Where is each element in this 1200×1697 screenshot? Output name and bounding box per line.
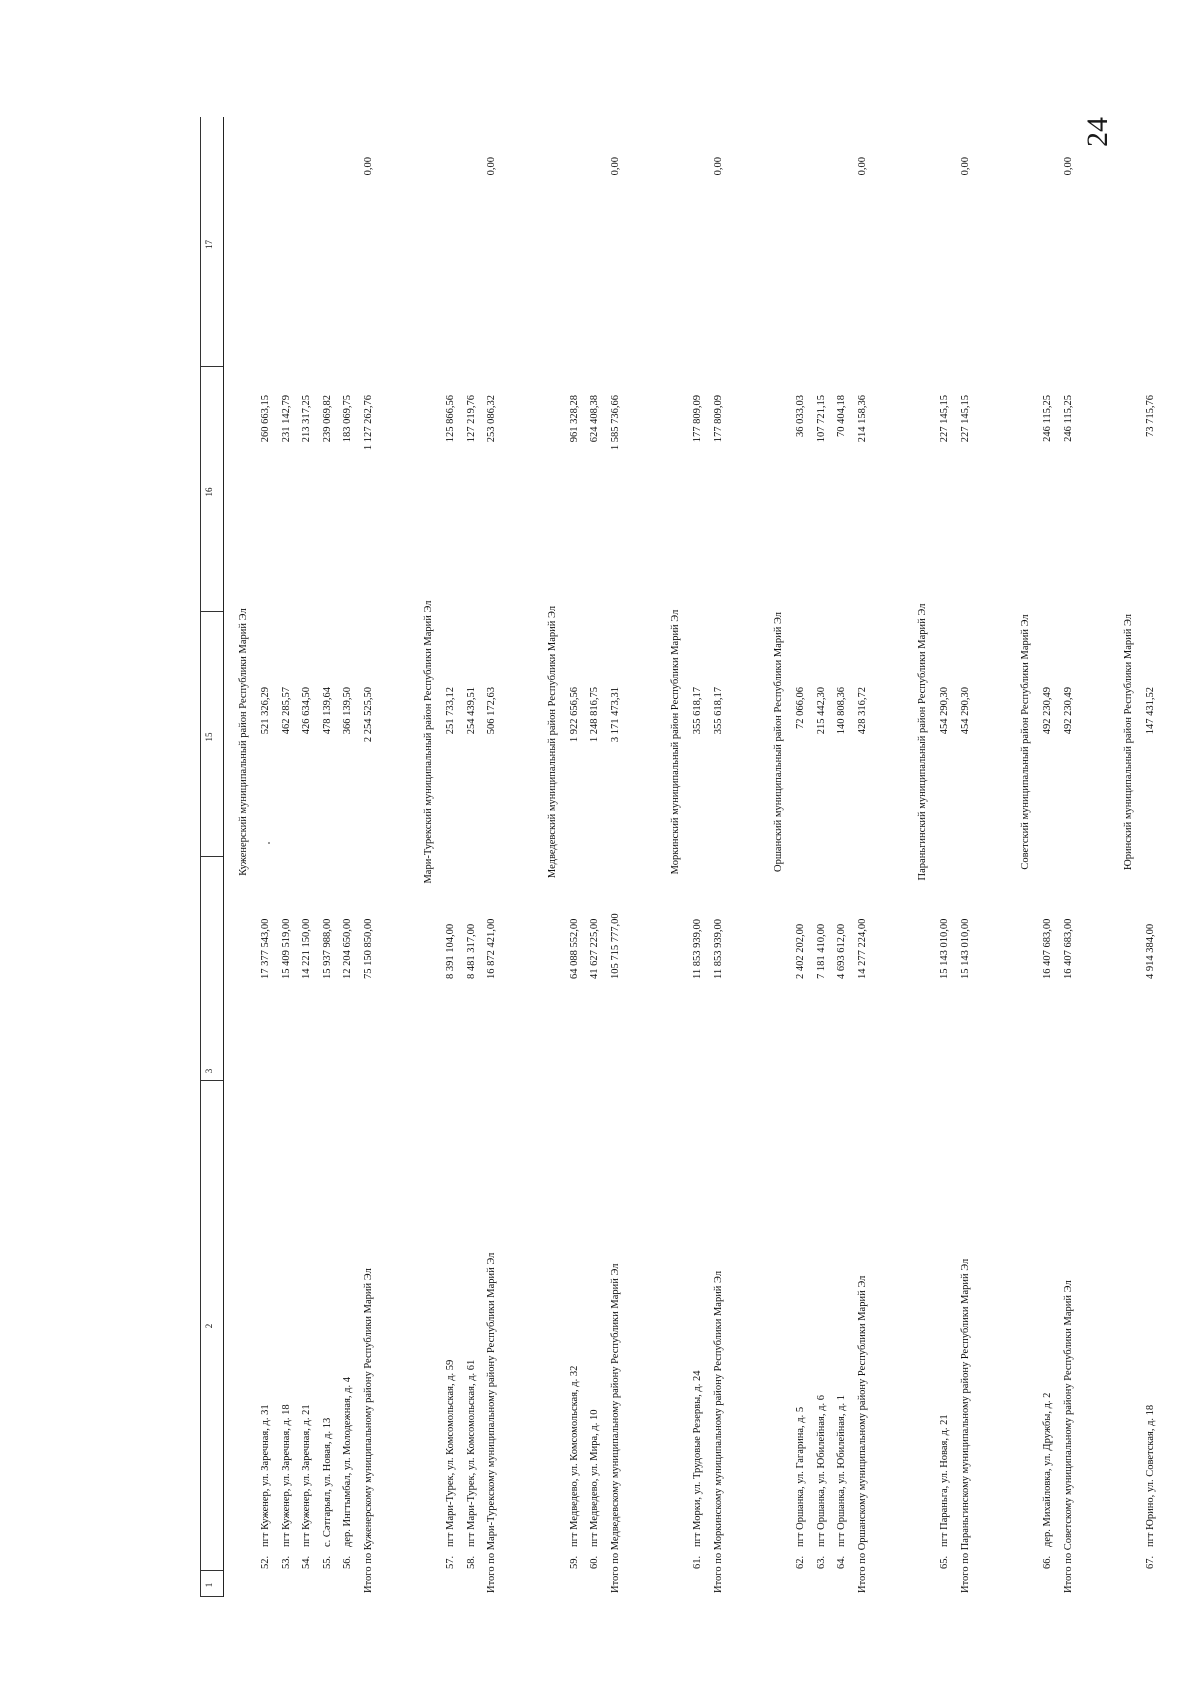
row-number: 58. bbox=[465, 1555, 477, 1569]
total-col-3: 16 407 683,00 bbox=[1062, 918, 1074, 979]
row-address: дер. Ингтымбал, ул. Молодежная, д. 4 bbox=[342, 1377, 353, 1547]
row-address: пгт Юрино, ул. Советская, д. 18 bbox=[1145, 1404, 1156, 1547]
section-title: Юринский муниципальный район Республики Марий Эл bbox=[1123, 613, 1134, 871]
section-title: Куженерский муниципальный район Республики Марий Эл bbox=[238, 608, 249, 876]
cell-col-15: 215 442,30 bbox=[815, 687, 827, 735]
table-row bbox=[462, 117, 482, 1597]
cell-col-3: 15 409 519,00 bbox=[280, 918, 292, 979]
row-address: с. Сәтгарьял, ул. Новая, д. 13 bbox=[321, 1417, 333, 1547]
cell-col-15: 426 634,50 bbox=[301, 687, 312, 735]
total-row bbox=[709, 117, 729, 1597]
table-row bbox=[688, 117, 708, 1597]
row-number: 52. bbox=[260, 1555, 271, 1569]
total-col-3: 16 872 421,00 bbox=[486, 918, 497, 979]
cell-col-3: 15 143 010,00 bbox=[939, 918, 950, 979]
total-row bbox=[1059, 117, 1079, 1597]
table-row bbox=[1038, 117, 1058, 1597]
cell-col-3: 12 204 650,00 bbox=[342, 918, 353, 979]
row-number: 66. bbox=[1042, 1555, 1053, 1569]
total-label: Итого по Медведевскому муниципальному району Республики Марий Эл bbox=[609, 1263, 621, 1593]
cell-col-3: 8 391 104,00 bbox=[445, 923, 456, 979]
total-col-17: 0,00 bbox=[362, 157, 374, 176]
total-row bbox=[606, 117, 626, 1597]
row-number: 63. bbox=[815, 1555, 827, 1569]
cell-col-16: 36 033,03 bbox=[795, 395, 806, 437]
table-row bbox=[277, 117, 297, 1597]
cell-col-3: 8 481 317,00 bbox=[465, 923, 477, 979]
row-address: пгт Куженер, ул. Заречная, д. 21 bbox=[301, 1404, 312, 1547]
cell-col-16: 231 142,79 bbox=[280, 395, 292, 443]
cell-col-15: 366 139,50 bbox=[342, 687, 353, 735]
row-number: 60. bbox=[589, 1555, 600, 1569]
total-col-15: 492 230,49 bbox=[1062, 687, 1074, 735]
header-col-17: 17 bbox=[204, 240, 214, 249]
row-number: 56. bbox=[342, 1555, 353, 1569]
total-col-17: 0,00 bbox=[712, 157, 724, 176]
total-col-3: 105 715 777,00 bbox=[609, 913, 621, 979]
row-number: 64. bbox=[836, 1555, 847, 1569]
row-address: пгт Оршанка, ул. Гагарина, д. 5 bbox=[795, 1406, 806, 1547]
cell-col-3: 64 088 552,00 bbox=[568, 918, 580, 979]
cell-col-15: 254 439,51 bbox=[465, 687, 477, 735]
cell-col-16: 127 219,76 bbox=[465, 395, 477, 443]
table-row bbox=[832, 117, 852, 1597]
cell-col-3: 2 402 202,00 bbox=[795, 923, 806, 979]
table-header bbox=[200, 117, 224, 1597]
cell-col-3: 4 914 384,00 bbox=[1145, 923, 1156, 979]
rotated-table-sheet bbox=[200, 117, 1180, 1597]
total-col-15: 506 172,63 bbox=[486, 687, 497, 735]
cell-col-16: 73 715,76 bbox=[1145, 395, 1156, 437]
row-number: 67. bbox=[1145, 1555, 1156, 1569]
row-address: пгт Куженер, ул. Заречная, д. 18 bbox=[280, 1404, 292, 1547]
total-col-16: 253 086,32 bbox=[486, 395, 497, 443]
cell-col-15: 355 618,17 bbox=[692, 687, 703, 735]
cell-col-15: 454 290,30 bbox=[939, 687, 950, 735]
total-col-15: 2 254 525,50 bbox=[362, 687, 374, 743]
total-col-16: 1 585 736,66 bbox=[609, 395, 621, 451]
cell-col-16: 107 721,15 bbox=[815, 395, 827, 443]
row-address: пгт Мари-Турек, ул. Комсомольская, д. 59 bbox=[445, 1359, 456, 1547]
cell-col-16: 183 069,75 bbox=[342, 395, 353, 443]
section-title: Медведевский муниципальный район Республики Марий Эл bbox=[546, 605, 558, 879]
cell-col-16: 125 866,56 bbox=[445, 395, 456, 443]
row-address: пгт Медведево, ул. Мира, д. 10 bbox=[589, 1409, 600, 1547]
cell-col-16: 260 663,15 bbox=[260, 395, 271, 443]
total-label: Итого по Параньгинскому муниципальному району Республики Марий Эл bbox=[959, 1258, 971, 1593]
section-title: Мари-Турекский муниципальный район Республики Марий Эл bbox=[423, 600, 434, 884]
header-col-15: 15 bbox=[204, 732, 214, 742]
section-title: Параньгинский муниципальный район Республики Марий Эл bbox=[917, 603, 928, 881]
total-col-17: 0,00 bbox=[959, 157, 971, 176]
row-number: 54. bbox=[301, 1555, 312, 1569]
cell-col-16: 624 408,38 bbox=[589, 395, 600, 443]
cell-col-16: 70 404,18 bbox=[836, 395, 847, 437]
row-number: 59. bbox=[568, 1555, 580, 1569]
total-col-17: 0,00 bbox=[1062, 157, 1074, 176]
total-col-16: 214 158,36 bbox=[856, 395, 868, 443]
table-row bbox=[791, 117, 811, 1597]
cell-col-15: 72 066,06 bbox=[795, 687, 806, 729]
row-address: пгт Оршанка, ул. Юбилейная, д. 1 bbox=[836, 1395, 847, 1547]
cell-col-15: 478 139,64 bbox=[321, 687, 333, 735]
cell-col-16: 213 317,25 bbox=[301, 395, 312, 443]
table-row bbox=[338, 117, 358, 1597]
table-row bbox=[585, 117, 605, 1597]
total-row bbox=[853, 117, 873, 1597]
header-divider bbox=[201, 1596, 223, 1597]
row-number: 61. bbox=[692, 1555, 703, 1569]
row-number: 65. bbox=[939, 1555, 950, 1569]
total-col-15: 355 618,17 bbox=[712, 687, 724, 735]
page-number: 24 bbox=[1081, 117, 1114, 147]
total-col-17: 0,00 bbox=[856, 157, 868, 176]
table-row bbox=[935, 117, 955, 1597]
row-address: пгт Оршанка, ул. Юбилейная, д. 6 bbox=[815, 1395, 827, 1547]
total-col-3: 11 853 939,00 bbox=[712, 919, 724, 979]
cell-col-16: 177 809,09 bbox=[692, 395, 703, 443]
total-col-17: 0,00 bbox=[609, 157, 621, 176]
cell-col-15: 147 431,52 bbox=[1145, 687, 1156, 735]
section-title: Оршанский муниципальный район Республики Марий Эл bbox=[773, 612, 784, 872]
cell-col-3: 7 181 410,00 bbox=[815, 923, 827, 979]
row-address: пгт Медведево, ул. Комсомольская, д. 32 bbox=[568, 1365, 580, 1547]
total-col-16: 177 809,09 bbox=[712, 395, 724, 443]
cell-col-3: 14 221 150,00 bbox=[301, 918, 312, 979]
total-label: Итого по Моркинскому муниципальному району Республики Марий Эл bbox=[712, 1270, 724, 1593]
cell-col-15: 462 285,57 bbox=[280, 687, 292, 735]
table-row bbox=[1141, 117, 1161, 1597]
total-label: Итого по Куженерскому муниципальному району Республики Марий Эл bbox=[362, 1268, 374, 1593]
total-col-17: 0,00 bbox=[486, 157, 497, 176]
header-col-16: 16 bbox=[204, 487, 214, 497]
cell-col-16: 227 145,15 bbox=[939, 395, 950, 443]
row-address: пгт Куженер, ул. Заречная, д. 31 bbox=[260, 1404, 271, 1547]
header-col-1: 1 bbox=[204, 1582, 214, 1588]
cell-col-15: 492 230,49 bbox=[1042, 687, 1053, 735]
cell-col-15: 251 733,12 bbox=[445, 687, 456, 735]
cell-col-3: 15 937 988,00 bbox=[321, 918, 333, 979]
total-label: Итого по Советскому муниципальному району Республики Марий Эл bbox=[1062, 1280, 1074, 1593]
total-col-15: 454 290,30 bbox=[959, 687, 971, 735]
cell-col-3: 17 377 543,00 bbox=[260, 918, 271, 979]
total-col-3: 15 143 010,00 bbox=[959, 918, 971, 979]
row-address: пгт Мари-Турек, ул. Комсомольская, д. 61 bbox=[465, 1359, 477, 1547]
total-col-15: 3 171 473,31 bbox=[609, 687, 621, 743]
total-col-3: 14 277 224,00 bbox=[856, 918, 868, 979]
cell-col-16: 239 069,82 bbox=[321, 395, 333, 443]
cell-col-16: 246 115,25 bbox=[1042, 395, 1053, 442]
total-col-16: 246 115,25 bbox=[1062, 395, 1074, 442]
total-label: Итого по Оршанскому муниципальному району Республики Марий Эл bbox=[856, 1275, 868, 1593]
header-col-2: 2 bbox=[204, 1323, 214, 1329]
section-title: Советский муниципальный район Республики Марий Эл bbox=[1020, 614, 1031, 870]
total-row bbox=[482, 117, 502, 1597]
cell-col-3: 11 853 939,00 bbox=[692, 919, 703, 979]
table-row bbox=[297, 117, 317, 1597]
header-col-3: 3 bbox=[204, 1068, 214, 1074]
total-col-15: 428 316,72 bbox=[856, 687, 868, 735]
row-number: 53. bbox=[280, 1555, 292, 1569]
cell-col-16: 961 328,28 bbox=[568, 395, 580, 443]
row-number: 57. bbox=[445, 1555, 456, 1569]
cell-col-3: 16 407 683,00 bbox=[1042, 918, 1053, 979]
table-row bbox=[256, 117, 276, 1597]
table-row bbox=[812, 117, 832, 1597]
row-address: пгт Морки, ул. Трудовые Резервы, д. 24 bbox=[692, 1370, 703, 1547]
total-col-16: 227 145,15 bbox=[959, 395, 971, 443]
cell-col-15: 1 922 656,56 bbox=[568, 687, 580, 743]
row-address: дер. Михайловка, ул. Дружбы, д. 2 bbox=[1042, 1392, 1053, 1547]
row-number: 55. bbox=[321, 1555, 333, 1569]
cell-col-15: 521 326,29 bbox=[260, 687, 271, 735]
total-row bbox=[359, 117, 379, 1597]
cell-col-3: 4 693 612,00 bbox=[836, 923, 847, 979]
row-number: 62. bbox=[795, 1555, 806, 1569]
table-row bbox=[441, 117, 461, 1597]
cell-col-15: 140 808,36 bbox=[836, 687, 847, 735]
cell-col-3: 41 627 225,00 bbox=[589, 918, 600, 979]
table-row bbox=[565, 117, 585, 1597]
section-title: Моркинский муниципальный район Республики Марий Эл bbox=[670, 609, 681, 875]
total-row bbox=[956, 117, 976, 1597]
total-col-16: 1 127 262,76 bbox=[362, 395, 374, 451]
total-label: Итого по Мари-Турекскому муниципальному району Республики Марий Эл bbox=[486, 1252, 497, 1593]
table-row bbox=[318, 117, 338, 1597]
row-address: пгт Параньга, ул. Новая, д. 21 bbox=[939, 1414, 950, 1547]
total-col-3: 75 150 850,00 bbox=[362, 918, 374, 979]
cell-col-15: 1 248 816,75 bbox=[589, 687, 600, 743]
